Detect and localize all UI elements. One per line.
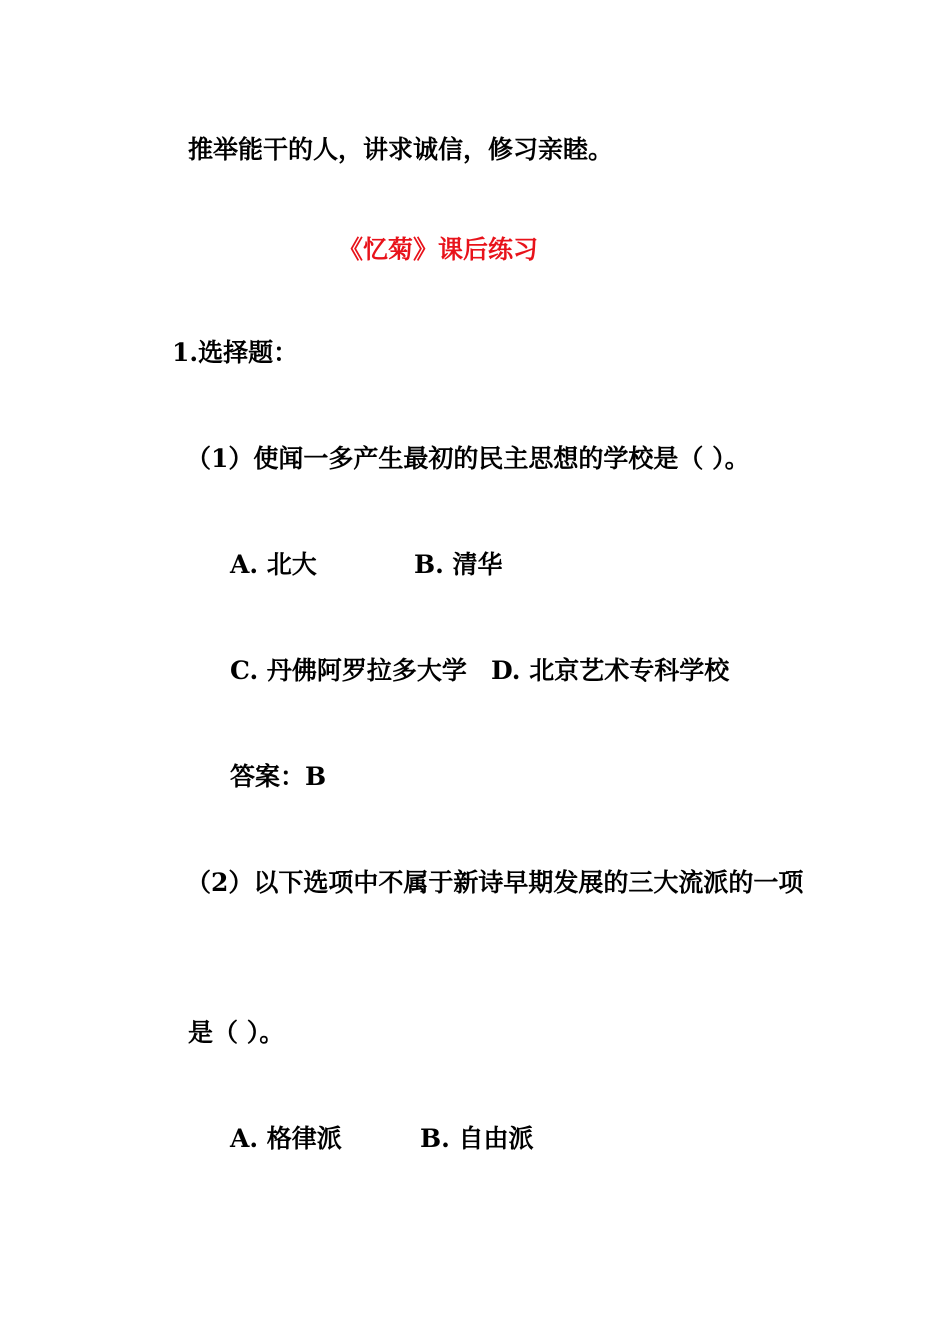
question-1-option-c: C. 丹佛阿罗拉多大学 xyxy=(230,656,467,685)
question-1-option-b: B. 清华 xyxy=(414,550,503,579)
exercise-title: 《忆菊》课后练习 xyxy=(338,235,539,264)
section-heading: 1.选择题： xyxy=(172,338,299,367)
question-1-prompt: （1）使闻一多产生最初的民主思想的学校是（ ）。 xyxy=(186,444,750,473)
continuation-text: 推举能干的人，讲求诚信，修习亲睦。 xyxy=(188,135,614,164)
question-2-prompt-line1: （2）以下选项中不属于新诗早期发展的三大流派的一项 xyxy=(186,868,804,897)
question-2-option-a: A. 格律派 xyxy=(230,1124,342,1153)
question-1-option-a: A. 北大 xyxy=(230,550,317,579)
question-1-answer: 答案：B xyxy=(230,762,327,791)
question-2-prompt-line2: 是（ ）。 xyxy=(188,1018,285,1047)
question-1-option-d: D. 北京艺术专科学校 xyxy=(491,656,730,685)
question-2-option-b: B. 自由派 xyxy=(420,1124,534,1153)
